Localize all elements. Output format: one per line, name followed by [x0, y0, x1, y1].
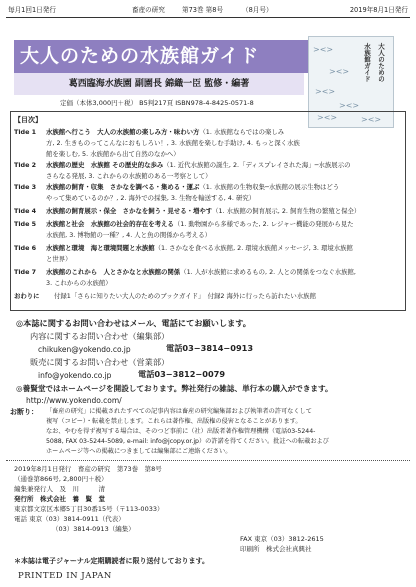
toc-title: 水族館の歴史 水族館 その歴史的な歩み [46, 161, 164, 169]
toc-title: 水族館と社会 水族館の社会的存在を考える [46, 220, 174, 228]
contact-sales-label: 販売に関するお問い合わせ（営業部） [30, 357, 170, 367]
colophon-printer: 印刷所 株式会社真興社 [240, 545, 312, 553]
colophon-line1: 2019年8月1日発行 畜産の研究 第73巻 第8号 [14, 465, 162, 473]
toc-continued: 方, 2. 生きものってこんなにおもしろい！, 3. 水族館を楽しむ手助け, 4. もっと深く水族 [46, 139, 300, 147]
toc-body: （1. 動物園から多様であった, 2. レジャー機能の発展から見た [173, 220, 354, 228]
toc-appendix [14, 291, 400, 302]
fish-icon: ><> [329, 67, 350, 76]
running-header [6, 4, 410, 18]
appendix-1: 付録1「さらに知りたい大人のためのブックガイド」 [54, 292, 202, 300]
contact-content-tel: 電話03−3814−0913 [166, 343, 254, 353]
appendix-2: 付録2 海外に行ったら訪れたい水族館 [207, 292, 316, 300]
fish-icon: ><> [315, 87, 336, 96]
book-title: 大人のための水族館ガイド [14, 40, 310, 73]
toc-heading: 【目次】 [14, 116, 42, 124]
toc-label: Tide 2 [14, 161, 37, 169]
appendix-label: おわりに [14, 292, 40, 300]
fish-icon: ><> [317, 113, 338, 122]
colophon-note: ＊本誌は電子ジャーナル定期購読者に限り送付しております。 [14, 557, 209, 565]
colophon-fax: FAX 東京（03）3812-2615 [240, 535, 324, 543]
toc-row [14, 206, 400, 217]
toc-body: （1. 水族館の飼育展示, 2. 飼育生物の繁殖と保全） [212, 207, 361, 215]
toc-label: Tide 4 [14, 207, 37, 215]
cover-text-b: 水族館ガイド [363, 43, 371, 82]
header-journal: 畜産の研究 [132, 6, 165, 14]
colophon-editor: 編集兼発行人 及 川 清 [14, 485, 105, 493]
website-url[interactable]: http://www.yokendo.com/ [26, 396, 122, 405]
toc-label: Tide 6 [14, 244, 37, 252]
book-author-line: 葛西臨海水族園 副園長 錦織一臣 監修・編著 [14, 73, 304, 95]
notice-label: お断り： [10, 408, 38, 416]
toc-body: （1. 人が水族館に求めるもの, 2. 人との関係をつなぐ水族館, [180, 268, 356, 276]
toc-label: Tide 1 [14, 128, 37, 136]
header-frequency: 毎月1回1日発行 [8, 6, 56, 14]
notice-line: 5088, FAX 03-5244-5089, e-mail: info@jcopy.or.jp）の許諾を得てください。批註への転載および [46, 438, 329, 445]
toc-continued: やって集めているのか？, 2. 海外での採集, 3. 生物を輸送する, 4. 研究） [46, 194, 256, 202]
header-month: （8月号） [242, 6, 273, 14]
toc-continued: さらなる発展, 3. これからの水族館のある一考察として） [46, 172, 212, 180]
dotted-divider [6, 460, 410, 461]
printed-in-japan: PRINTED IN JAPAN [18, 571, 112, 581]
notice-line: なお、やむを得ず複写する場合は、そのつど事前に（社）出版者著作権管理機構（電話03-5244- [46, 428, 316, 435]
contact-intro: ◎本誌に関するお問い合わせはメール、電話にてお願いします。 [16, 318, 251, 328]
cover-text-a: 大人のための [377, 43, 385, 82]
fish-icon: ><> [361, 115, 382, 124]
toc-title: 水族館の飼育展示・保全 さかなを飼う・見せる・増やす [46, 207, 213, 215]
toc-title: 水族館の飼育・収集 さかなを調べる・集める・運ぶ [46, 183, 200, 191]
toc-row [14, 243, 400, 254]
colophon-tel2: （03）3814-0913（編集） [52, 525, 135, 533]
contact-content-label: 内容に関するお問い合わせ（編集部） [30, 331, 170, 341]
toc-label: Tide 3 [14, 183, 37, 191]
colophon-tel1: 電話 東京（03）3814-0911（代表） [14, 515, 125, 523]
fish-icon: ><> [339, 101, 360, 110]
fish-icon: ><> [313, 45, 334, 54]
toc-body: （1. 近代水族館の誕生, 2.「ディスプレイされた海」─水族展示の [163, 161, 351, 169]
toc-row [14, 127, 400, 138]
toc-row [14, 160, 400, 171]
toc-title: 水族館と環境 海と環境問題と水族館 [46, 244, 155, 252]
book-specs: 定価（本体3,000円＋税） B5判217頁 ISBN978-4-8425-0571-8 [60, 99, 254, 107]
toc-title: 水族館のこれから 人とさかなと水族館の関係 [46, 268, 181, 276]
header-volume: 第73巻 第8号 [182, 6, 224, 14]
notice-line: 「畜産の研究」に掲載されたすべての記事内容は畜産の研究編集部および執筆者の許可なくして [46, 408, 312, 415]
colophon-line2: （通巻第866号, 2,800円＋税） [14, 475, 108, 483]
contact-content-email[interactable]: chikuken@yokendo.co.jp [38, 345, 131, 354]
toc-continued: と世界） [46, 255, 72, 263]
toc-body: （1. 水族館ならではの楽しみ [199, 128, 285, 136]
toc-row [14, 182, 400, 193]
toc-continued: 3. これからの水族館） [46, 279, 112, 287]
toc-body: （1. 水族館の生物収集─水族館の展示生物はどう [199, 183, 340, 191]
toc-body: （1. さかなを食べる水族館, 2. 環境水族館メッセージ, 3. 環境水族館 [154, 244, 353, 252]
toc-row [14, 267, 400, 278]
toc-row [14, 219, 400, 230]
contact-sales-email[interactable]: info@yokendo.co.jp [38, 371, 112, 380]
toc-continued: 水族館, 3. 博物館の一種？, 4. 人と魚の関係から考える） [46, 231, 211, 239]
colophon-address: 東京都文京区本郷5丁目30番15号（〒113-0033） [14, 505, 164, 513]
notice-line: 複写（コピー）・転載を禁止します。これらは著作権、出版権の侵害となることがあります。 [46, 418, 302, 425]
website-intro: ◎養賢堂ではホームページを開設しております。弊社発行の雑誌、単行本の購入ができます。 [16, 384, 333, 393]
toc-continued: 館を楽しむ, 5. 水族館から出て自然のなかへ） [46, 150, 180, 158]
toc-title: 水族館へ行こう 大人の水族館の楽しみ方・味わい方 [46, 128, 200, 136]
toc-label: Tide 7 [14, 268, 37, 276]
toc-label: Tide 5 [14, 220, 37, 228]
notice-line: ホームページ等への掲載につきましては編集部にご連絡ください。 [46, 448, 232, 455]
header-date: 2019年8月1日発行 [349, 6, 408, 14]
colophon-publisher: 発行所 株式会社 養 賢 堂 [14, 495, 105, 503]
contact-sales-tel: 電話03−3812−0079 [138, 369, 226, 379]
